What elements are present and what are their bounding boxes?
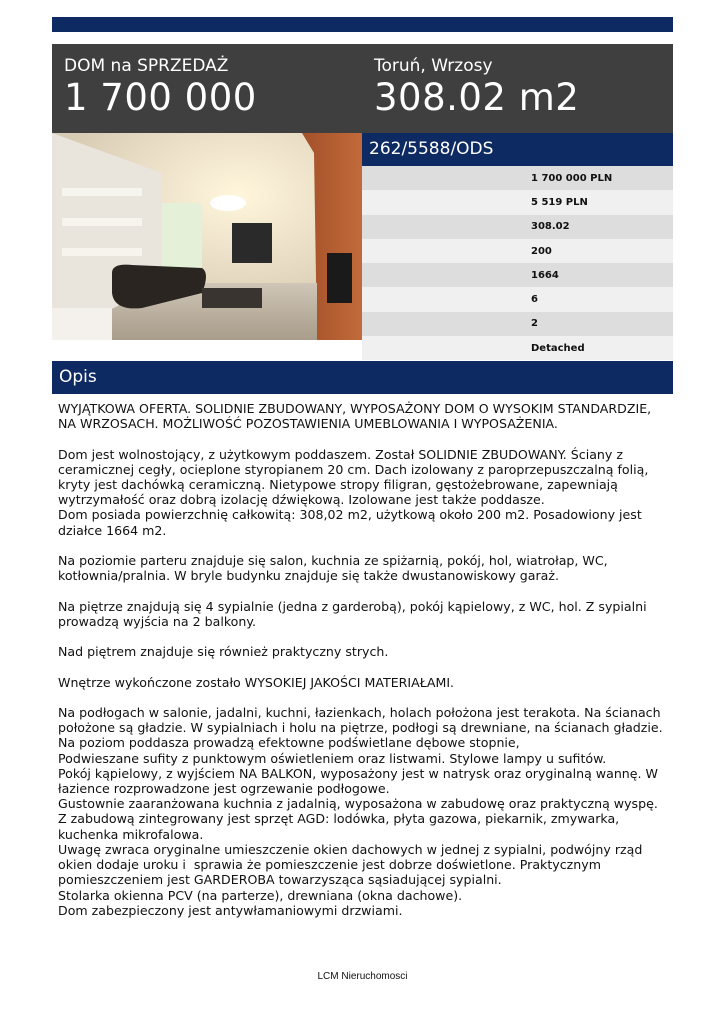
- top-accent-bar: [52, 17, 673, 32]
- footer-agency: LCM Nieruchomosci: [317, 971, 408, 982]
- detail-row: [362, 263, 673, 287]
- detail-floors: 2: [531, 318, 538, 330]
- header-left: [64, 56, 257, 120]
- description-paragraph: [58, 431, 668, 446]
- description-paragraph: [58, 583, 668, 598]
- detail-plot-area: 1664: [531, 269, 559, 281]
- detail-total-area: 308.02: [531, 221, 570, 233]
- description-paragraph: Gustownie zaaranżowana kuchnia z jadalnią, wyposażona w zabudowę oraz praktyczną wyspę. Z zabudową zintegrowany jest sprzęt AGD: lodówka, płyta gazowa, piekarnik, zmywarka, kuchenka mikrofalowa.: [58, 796, 662, 842]
- detail-row: [362, 312, 673, 336]
- description-paragraph: [58, 629, 668, 644]
- description-body: [58, 401, 668, 918]
- description-paragraph: Dom jest wolnostojący, z użytkowym poddaszem. Został SOLIDNIE ZBUDOWANY. Ściany z ceramicznej cegły, ocieplone styropianem 20 cm. Dach izolowany z paroprzepuszczalną folią, kryty jest dachówką ceramiczną. Nietypowe stropy filigran, gęstożebrowane, zapewniają wytrzymałość oraz dobrą izolację dźwiękową. Izolowane jest także poddasze.: [58, 446, 653, 508]
- description-paragraph: [58, 659, 668, 674]
- listing-area: 308.02 m2: [374, 76, 580, 119]
- listing-header: [52, 44, 673, 133]
- listing-type: DOM na SPRZEDAŻ: [64, 56, 229, 76]
- detail-row: [362, 336, 673, 360]
- details-table: [362, 166, 673, 360]
- property-photo: [52, 133, 362, 340]
- detail-building-type: Detached: [531, 342, 585, 354]
- detail-price-per-m2: 5 519 PLN: [531, 196, 588, 208]
- listing-price: 1 700 000: [64, 76, 257, 119]
- description-heading: Opis: [52, 361, 673, 394]
- description-paragraph: Nad piętrem znajduje się również praktyczny strych.: [58, 644, 389, 660]
- description-paragraph: Dom posiada powierzchnię całkowitą: 308,02 m2, użytkową około 200 m2. Posadowiony jest działce 1664 m2.: [58, 507, 646, 538]
- description-paragraph: Na poziom poddasza prowadzą efektowne podświetlane dębowe stopnie,: [58, 735, 520, 751]
- description-paragraph: Na podłogach w salonie, jadalni, kuchni, łazienkach, holach położona jest terakota. Na ścianach położone są gładzie. W sypialniach i holu na piętrze, podłogi są drewniane, na ścianach gładzie.: [58, 705, 665, 736]
- detail-row: [362, 287, 673, 311]
- reference-number: 262/5588/ODS: [362, 133, 673, 166]
- description-paragraph: Podwieszane sufity z punktowym oświetleniem oraz listwami. Stylowe lampy u sufitów.: [58, 750, 607, 766]
- listing-location: Toruń, Wrzosy: [374, 56, 493, 76]
- description-paragraph: [58, 538, 668, 553]
- header-right: [374, 56, 579, 120]
- detail-usable-area: 200: [531, 245, 552, 257]
- description-paragraph: Dom zabezpieczony jest antywłamaniowymi drzwiami.: [58, 902, 403, 918]
- detail-row: [362, 239, 673, 263]
- detail-price: 1 700 000 PLN: [531, 172, 613, 184]
- description-paragraph: [58, 690, 668, 705]
- description-paragraph: Na piętrze znajdują się 4 sypialnie (jedna z garderobą), pokój kąpielowy, z WC, hol. Z sypialni prowadzą wyjścia na 2 balkony.: [58, 598, 651, 629]
- detail-row: [362, 215, 673, 239]
- detail-rooms: 6: [531, 294, 538, 306]
- description-paragraph: WYJĄTKOWA OFERTA. SOLIDNIE ZBUDOWANY, WYPOSAŻONY DOM O WYSOKIM STANDARDZIE, NA WRZOSACH. MOŻLIWOŚĆ POZOSTAWIENIA UMEBLOWANIA I WYPOSAŻENIA.: [58, 401, 656, 432]
- description-paragraph: Uwagę zwraca oryginalne umieszczenie okien dachowych w jednej z sypialni, podwójny rząd okien dodaje uroku i sprawia że pomieszczenie jest dobrze doświetlone. Praktycznym pomieszczeniem jest GARDEROBA towarzysząca sąsiadującej sypialni.: [58, 841, 647, 888]
- description-paragraph: Pokój kąpielowy, z wyjściem NA BALKON, wyposażony jest w natrysk oraz oryginalną wannę. W łazience rozprowadzone jest ogrzewanie podłogowe.: [58, 765, 663, 797]
- description-paragraph: Na poziomie parteru znajduje się salon, kuchnia ze spiżarnią, pokój, hol, wiatrołap, WC, kotłownia/pralnia. W bryle budynku znajduje się także dwustanowiskowy garaż.: [58, 553, 612, 584]
- description-paragraph: Stolarka okienna PCV (na parterze), drewniana (okna dachowe).: [58, 887, 463, 903]
- description-paragraph: Wnętrze wykończone zostało WYSOKIEJ JAKOŚCI MATERIAŁAMI.: [58, 674, 455, 690]
- detail-row: [362, 166, 673, 190]
- detail-row: [362, 190, 673, 214]
